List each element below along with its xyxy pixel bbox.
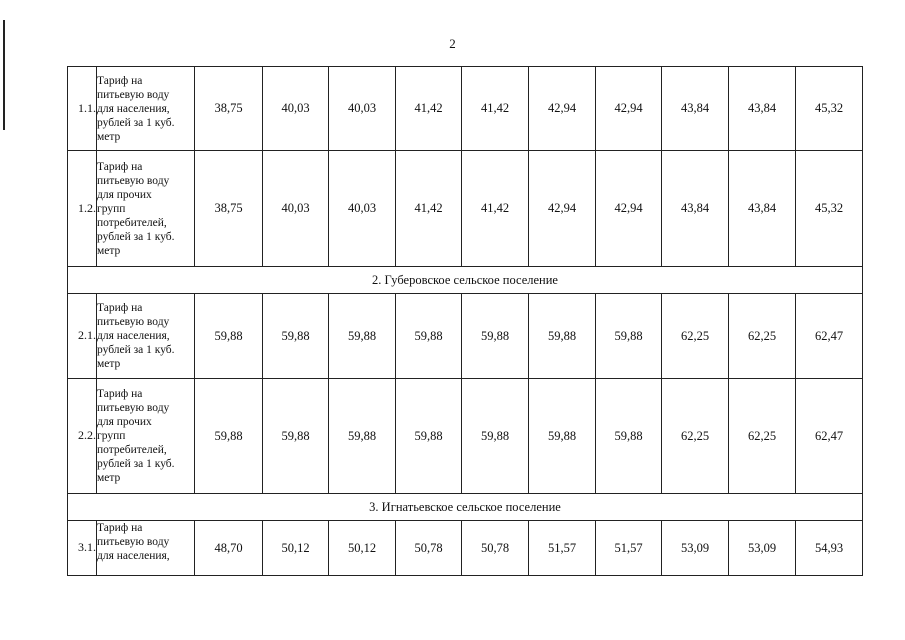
- tariff-value: 43,84: [729, 67, 796, 151]
- tariff-value: 48,70: [195, 521, 263, 576]
- label-line: групп: [97, 430, 126, 442]
- row-index: 2.1.: [68, 294, 97, 379]
- tariff-value: 42,94: [529, 151, 596, 267]
- label-line: групп: [97, 202, 126, 215]
- tariff-value: 50,78: [462, 521, 529, 576]
- label-line: потребителей,: [97, 444, 167, 456]
- tariff-value: 59,88: [529, 379, 596, 494]
- tariff-value: 38,75: [195, 151, 263, 267]
- label-line: питьевую воду: [97, 402, 170, 414]
- tariff-value: 59,88: [529, 294, 596, 379]
- row-label: [97, 151, 195, 267]
- tariff-value: 38,75: [195, 67, 263, 151]
- row-index: 3.1.: [68, 521, 97, 576]
- row-label: [97, 521, 195, 576]
- tariff-value: 45,32: [796, 67, 863, 151]
- tariff-value: 62,47: [796, 294, 863, 379]
- tariff-value: 41,42: [462, 67, 529, 151]
- tariff-value: 50,78: [396, 521, 462, 576]
- label-line: Тариф на: [97, 160, 143, 173]
- tariff-value: 50,12: [263, 521, 329, 576]
- tariff-value: 59,88: [195, 379, 263, 494]
- section-heading: 3. Игнатьевское сельское поселение: [68, 494, 863, 521]
- tariff-value: 62,25: [662, 294, 729, 379]
- label-line: Тариф на: [97, 522, 143, 534]
- table-row: [68, 151, 863, 267]
- tariff-value: 59,88: [329, 294, 396, 379]
- tariff-value: 50,12: [329, 521, 396, 576]
- tariff-value: 59,88: [396, 379, 462, 494]
- label-line: рублей за 1 куб.: [97, 230, 175, 243]
- label-line: питьевую воду: [97, 88, 170, 101]
- label-line: метр: [97, 130, 121, 143]
- tariff-value: 62,47: [796, 379, 863, 494]
- tariff-value: 59,88: [462, 294, 529, 379]
- table-row: [68, 67, 863, 151]
- tariff-value: 59,88: [462, 379, 529, 494]
- label-line: Тариф на: [97, 74, 143, 87]
- tariff-value: 59,88: [263, 294, 329, 379]
- label-line: для населения,: [97, 330, 170, 342]
- tariff-value: 40,03: [329, 67, 396, 151]
- tariff-value: 43,84: [662, 151, 729, 267]
- tariff-value: 40,03: [263, 67, 329, 151]
- row-index: 1.2.: [68, 151, 97, 267]
- row-index: 1.1.: [68, 67, 97, 151]
- table-row: [68, 379, 863, 494]
- label-line: рублей за 1 куб.: [97, 458, 175, 470]
- tariff-value: 59,88: [396, 294, 462, 379]
- label-line: для прочих: [97, 188, 152, 201]
- tariff-value: 62,25: [729, 294, 796, 379]
- table-row: [68, 294, 863, 379]
- label-line: рублей за 1 куб.: [97, 116, 175, 129]
- tariff-value: 41,42: [396, 151, 462, 267]
- label-line: для населения,: [97, 550, 170, 562]
- row-label: [97, 379, 195, 494]
- label-line: Тариф на: [97, 302, 143, 314]
- tariff-table: [67, 66, 863, 576]
- tariff-value: 51,57: [529, 521, 596, 576]
- section-row: [68, 494, 863, 521]
- label-line: метр: [97, 244, 121, 257]
- tariff-value: 59,88: [329, 379, 396, 494]
- page-number: 2: [449, 36, 456, 51]
- section-row: [68, 267, 863, 294]
- tariff-value: 45,32: [796, 151, 863, 267]
- label-line: рублей за 1 куб.: [97, 344, 175, 356]
- tariff-value: 59,88: [596, 379, 662, 494]
- tariff-value: 41,42: [396, 67, 462, 151]
- tariff-value: 59,88: [195, 294, 263, 379]
- section-heading: 2. Губеровское сельское поселение: [68, 267, 863, 294]
- tariff-value: 53,09: [729, 521, 796, 576]
- label-line: метр: [97, 358, 121, 370]
- tariff-value: 41,42: [462, 151, 529, 267]
- tariff-value: 62,25: [729, 379, 796, 494]
- tariff-value: 42,94: [596, 67, 662, 151]
- tariff-value: 54,93: [796, 521, 863, 576]
- table-row: [68, 521, 863, 576]
- tariff-value: 62,25: [662, 379, 729, 494]
- label-line: для населения,: [97, 102, 170, 115]
- tariff-value: 59,88: [263, 379, 329, 494]
- row-index: 2.2.: [68, 379, 97, 494]
- tariff-value: 40,03: [329, 151, 396, 267]
- tariff-value: 43,84: [729, 151, 796, 267]
- tariff-value: 42,94: [529, 67, 596, 151]
- tariff-value: 42,94: [596, 151, 662, 267]
- label-line: питьевую воду: [97, 174, 170, 187]
- label-line: Тариф на: [97, 388, 143, 400]
- tariff-value: 51,57: [596, 521, 662, 576]
- tariff-value: 59,88: [596, 294, 662, 379]
- tariff-value: 53,09: [662, 521, 729, 576]
- label-line: метр: [97, 472, 121, 484]
- tariff-value: 40,03: [263, 151, 329, 267]
- row-label: [97, 67, 195, 151]
- label-line: для прочих: [97, 416, 152, 428]
- label-line: потребителей,: [97, 216, 167, 229]
- tariff-value: 43,84: [662, 67, 729, 151]
- label-line: питьевую воду: [97, 316, 170, 328]
- row-label: [97, 294, 195, 379]
- label-line: питьевую воду: [97, 536, 170, 548]
